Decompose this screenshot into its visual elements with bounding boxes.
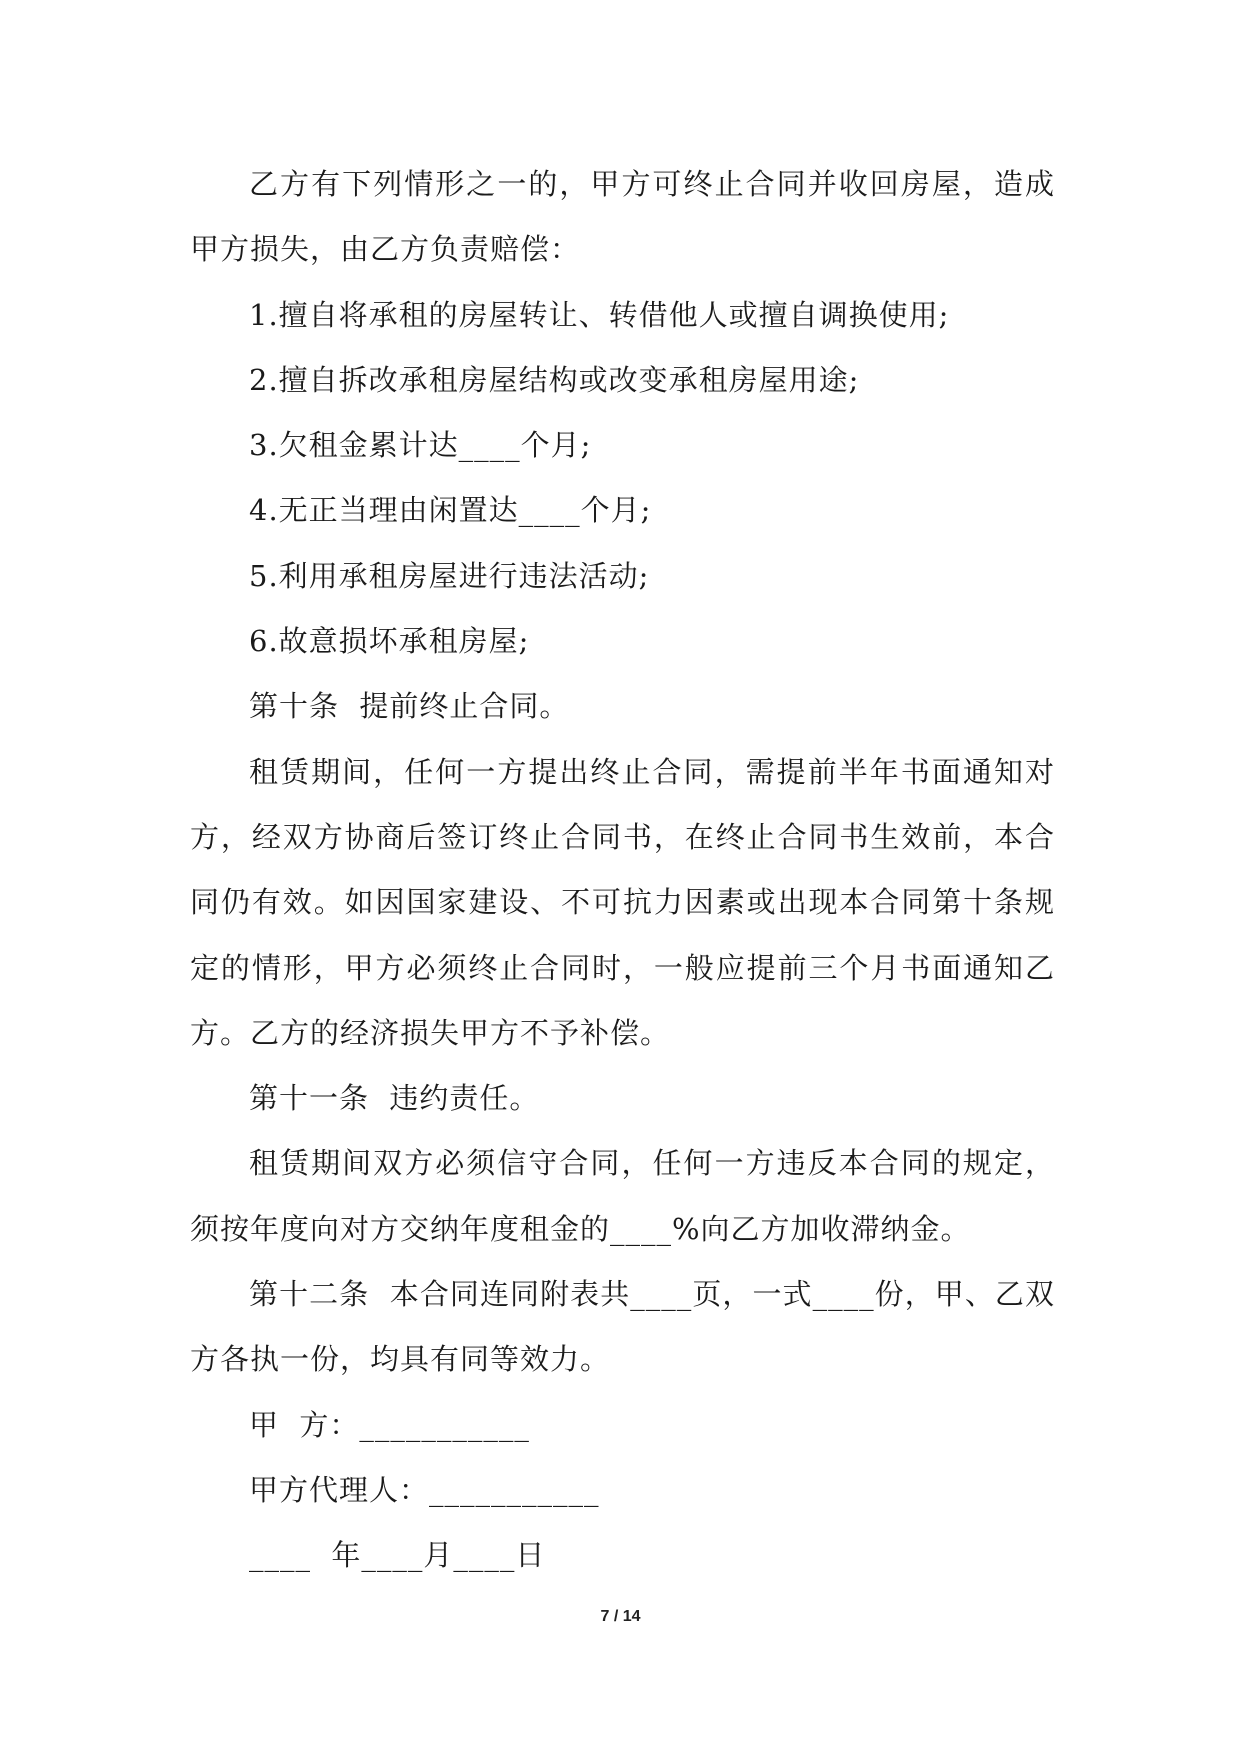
list-item-1: 1.擅自将承租的房屋转让、转借他人或擅自调换使用;: [249, 297, 950, 332]
list-item-5: 5.利用承租房屋进行违法活动;: [249, 558, 650, 593]
date-line: ____ 年____月____日: [249, 1538, 546, 1573]
article-11-body: 租赁期间双方必须信守合同，任何一方违反本合同的规定，须按年度向对方交纳年度租金的____%向乙方加收滞纳金。: [190, 1146, 1055, 1246]
list-item-3: 3.欠租金累计达____个月;: [249, 428, 592, 463]
paragraph-termination-conditions: 乙方有下列情形之一的，甲方可终止合同并收回房屋，造成甲方损失，由乙方负责赔偿：: [190, 167, 1055, 267]
article-11-heading: 第十一条 违约责任。: [249, 1081, 540, 1116]
party-a-agent-signature-line: 甲方代理人：___________: [249, 1472, 600, 1507]
article-10-body: 租赁期间，任何一方提出终止合同，需提前半年书面通知对方，经双方协商后签订终止合同书，在终止合同书生效前，本合同仍有效。如因国家建设、不可抗力因素或出现本合同第十条规定的情形，甲方必须终止合同时，一般应提前三个月书面通知乙方。乙方的经济损失甲方不予补偿。: [190, 754, 1055, 1050]
list-item-6: 6.故意损坏承租房屋;: [249, 624, 530, 659]
party-a-signature-line: 甲 方：___________: [249, 1407, 530, 1442]
page-number: 7 / 14: [600, 1608, 641, 1625]
article-12-body: 第十二条 本合同连同附表共____页，一式____份，甲、乙双方各执一份，均具有同等效力。: [190, 1277, 1055, 1377]
list-item-2: 2.擅自拆改承租房屋结构或改变承租房屋用途;: [249, 362, 860, 397]
document-body: [190, 152, 1055, 1589]
list-item-4: 4.无正当理由闲置达____个月;: [249, 493, 652, 528]
article-10-heading: 第十条 提前终止合同。: [249, 689, 570, 724]
